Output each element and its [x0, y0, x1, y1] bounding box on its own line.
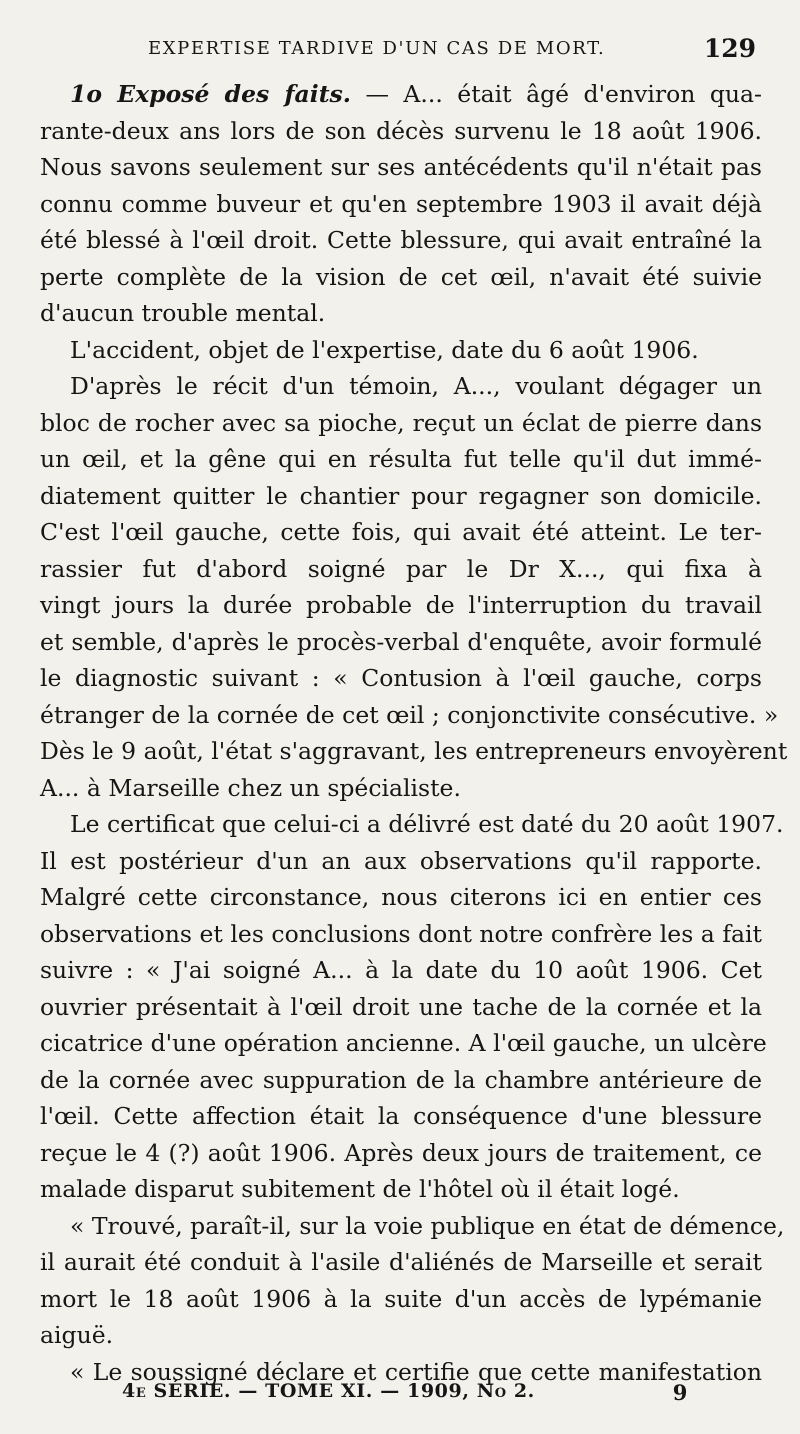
text-line: vingt jours la durée probable de l'interruption du travail [40, 591, 762, 619]
text-line: ouvrier présentait à l'œil droit une tache de la cornée et la [40, 992, 762, 1021]
text-line: et semble, d'après le procès-verbal d'enquête, avoir formulé [40, 627, 762, 656]
text-line: été blessé à l'œil droit. Cette blessure, qui avait entraîné la [40, 226, 762, 254]
line-text: — A... était âgé d'environ qua- [365, 80, 762, 108]
text-line: L'accident, objet de l'expertise, date du 6 août 1906. [70, 335, 699, 364]
running-header [0, 34, 800, 74]
text-line: d'aucun trouble mental. [40, 299, 326, 327]
text-line: rante-deux ans lors de son décès survenu le 18 août 1906. [40, 116, 762, 145]
text-line: rassier fut d'abord soigné par le Dr X..., qui fixa à [40, 554, 762, 583]
text-line: mort le 18 août 1906 à la suite d'un accès de lypémanie [40, 1284, 762, 1313]
text-line: observations et les conclusions dont notre confrère les a fait [40, 919, 762, 948]
text-line: étranger de la cornée de cet œil ; conjonctivite consécutive. » [40, 700, 779, 729]
text-line: Il est postérieur d'un an aux observations qu'il rapporte. [40, 846, 762, 875]
running-title: EXPERTISE TARDIVE D'UN CAS DE MORT. [148, 38, 606, 59]
text-line: il aurait été conduit à l'asile d'aliénés de Marseille et serait [40, 1248, 762, 1276]
text-line: Nous savons seulement sur ses antécédents qu'il n'était pas [40, 153, 762, 181]
section-heading [70, 80, 351, 108]
text-line: suivre : « J'ai soigné A... à la date du 10 août 1906. Cet [40, 956, 762, 984]
footer-series: 4e SÉRIE. — TOME XI. — 1909, No 2. [122, 1380, 535, 1402]
text-line: aiguë. [40, 1321, 114, 1349]
text-line: C'est l'œil gauche, cette fois, qui avait été atteint. Le ter- [40, 518, 762, 546]
signature-mark: 9 [672, 1380, 688, 1405]
text-line: Le certificat que celui-ci a délivré est daté du 20 août 1907. [70, 810, 784, 838]
text-line [40, 76, 762, 113]
text-line: malade disparut subitement de l'hôtel où il était logé. [40, 1175, 680, 1203]
text-line: l'œil. Cette affection était la conséquence d'une blessure [40, 1102, 762, 1130]
section-title: Exposé des faits. [117, 80, 351, 108]
text-line: A... à Marseille chez un spécialiste. [40, 773, 461, 802]
text-line: Dès le 9 août, l'état s'aggravant, les entrepreneurs envoyèrent [40, 737, 788, 765]
text-line: diatement quitter le chantier pour regagner son domicile. [40, 481, 762, 510]
text-line: reçue le 4 (?) août 1906. Après deux jours de traitement, ce [40, 1138, 762, 1167]
page-footer [122, 1380, 688, 1405]
text-line: « Trouvé, paraît-il, sur la voie publique en état de démence, [70, 1211, 785, 1240]
text-line: un œil, et la gêne qui en résulta fut telle qu'il dut immé- [40, 445, 762, 473]
text-line: cicatrice d'une opération ancienne. A l'œil gauche, un ulcère [40, 1029, 767, 1057]
text-line: connu comme buveur et qu'en septembre 1903 il avait déjà [40, 189, 762, 218]
page-number: 129 [703, 34, 756, 63]
text-line: de la cornée avec suppuration de la chambre antérieure de [40, 1065, 762, 1094]
body-text [40, 76, 788, 1390]
text-line: perte complète de la vision de cet œil, n'avait été suivie [40, 262, 762, 291]
text-line: D'après le récit d'un témoin, A..., voulant dégager un [70, 372, 762, 400]
text-line: « Le soussigné déclare et certifie que cette manifestation [70, 1357, 762, 1386]
text-line: le diagnostic suivant : « Contusion à l'œil gauche, corps [40, 664, 762, 692]
text-line: Malgré cette circonstance, nous citerons ici en entier ces [40, 883, 762, 911]
text-line: bloc de rocher avec sa pioche, reçut un éclat de pierre dans [40, 408, 762, 437]
section-number: 1o [70, 80, 103, 108]
